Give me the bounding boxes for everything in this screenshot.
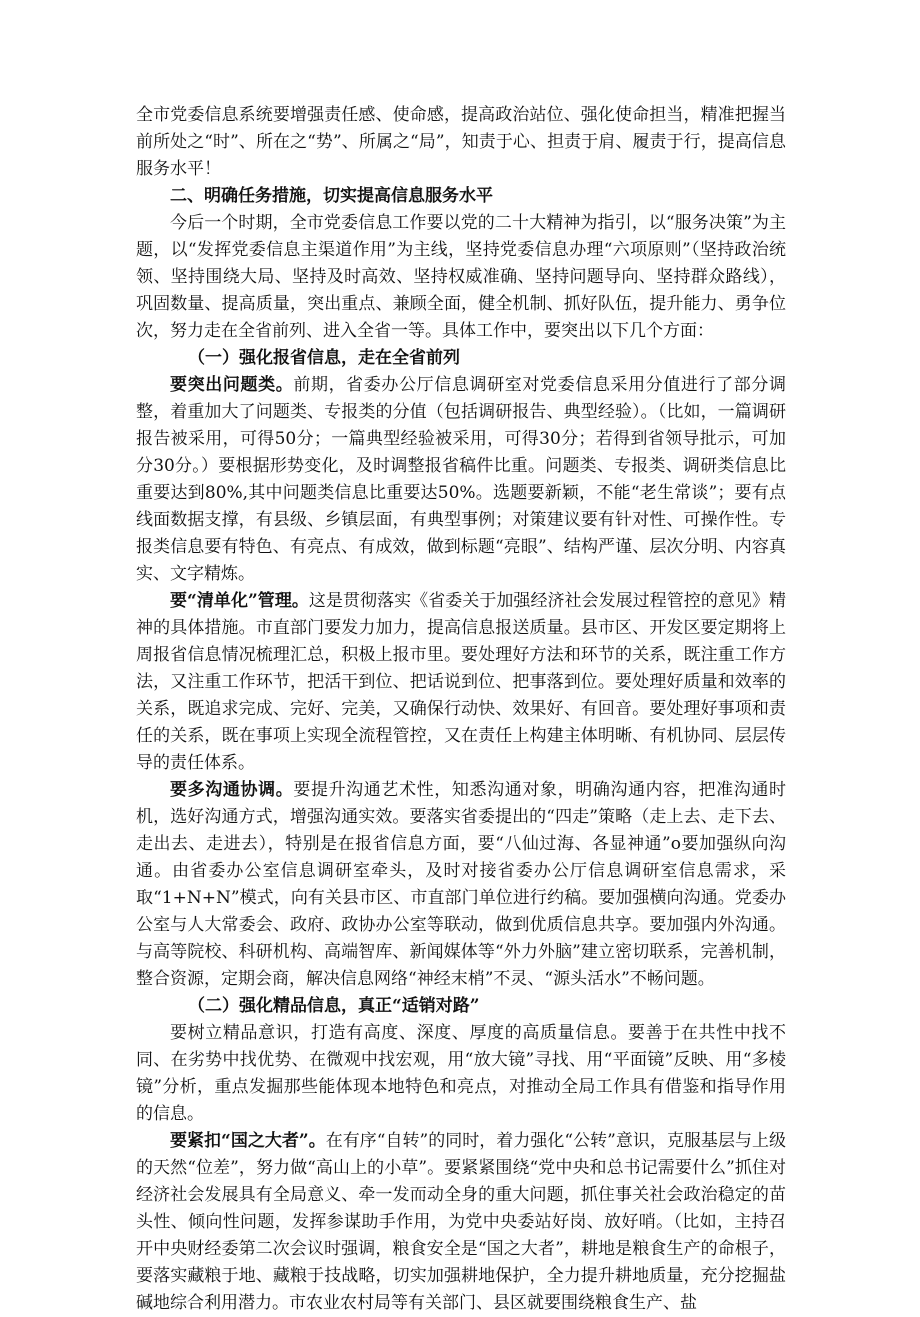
paragraph-body: 要提升沟通艺术性，知悉沟通对象，明确沟通内容，把准沟通时机，选好沟通方式，增强沟通实效。要落实省委提出的“四走”策略（走上去、走下去、走出去、走进去），特别是在报省信息方面，要“八仙过海、各显神通”o要加强纵向沟通。由省委办公室信息调研室牵头，及时对接省委办公厅信息调研室信息需求，采取“1+N+N”模式，向有关县市区、市直部门单位进行约稿。要加强横向沟通。党委办公室与人大常委会、政府、政协办公室等联动，做到优质信息共享。要加强内外沟通。与高等院校、科研机构、高端智库、新闻媒体等“外力外脑”建立密切联系，完善机制，整合资源，定期会商，解决信息网络“神经末梢”不灵、“源头活水”不畅问题。	[136, 780, 787, 989]
paragraph-body: 在有序“自转”的同时，着力强化“公转”意识，克服基层与上级的天然“位差”，努力做“高山上的小草”。要紧紧围绕“党中央和总书记需要什么”抓住对经济社会发展具有全局意义、牵一发而动全身的重大问题，抓住事关社会政治稳定的苗头性、倾向性问题，发挥参谋助手作用，为党中央委站好岗、放好哨。（比如，主持召开中央财经委第二次会议时强调，粮食安全是“国之大者”，耕地是粮食生产的命根子，要落实藏粮于地、藏粮于技战略，切实加强耕地保护，全力提升耕地质量，充分挖掘盐碱地综合利用潜力。市农业农村局等有关部门、县区就要围绕粮食生产、盐	[136, 1131, 786, 1313]
paragraph-overview: 今后一个时期，全市党委信息工作要以党的二十大精神为指引，以“服务决策”为主题，以“发挥党委信息主渠道作用”为主线，坚持党委信息办理“六项原则”（坚持政治统领、坚持围绕大局、坚持及时高效、坚持权威准确、坚持问题导向、坚持群众路线），巩固数量、提高质量，突出重点、兼顾全面，健全机制、抓好队伍，提升能力、勇争位次，努力走在全省前列、进入全省一等。具体工作中，要突出以下几个方面：	[136, 213, 786, 341]
paragraph-quality: 要树立精品意识，打造有高度、深度、厚度的高质量信息。要善于在共性中找不同、在劣势中找优势、在微观中找宏观，用“放大镜”寻找、用“平面镜”反映、用“多棱镜”分析，重点发掘那些能体现本地特色和亮点，对推动全局工作具有借鉴和指导作用的信息。	[136, 1023, 786, 1124]
paragraph-checklist	[136, 588, 786, 777]
paragraph-lead: 要突出问题类。	[170, 375, 294, 395]
paragraph-problem-type	[136, 372, 786, 588]
subsection-heading-2: （二）强化精品信息，真正“适销对路”	[188, 996, 480, 1016]
document-page	[136, 102, 786, 1317]
paragraph-body: 前期，省委办公厅信息调研室对党委信息采用分值进行了部分调整，着重加大了问题类、专报类的分值（包括调研报告、典型经验）。（比如，一篇调研报告被采用，可得50分；一篇典型经验被采用，可得30分；若得到省领导批示，可加分30分。）要根据形势变化，及时调整报省稿件比重。问题类、专报类、调研类信息比重要达到80%,其中问题类信息比重要达50%。选题要新颖，不能“老生常谈”；要有点线面数据支撑，有县级、乡镇层面，有典型事例；对策建议要有针对性、可操作性。专报类信息要有特色、有亮点、有成效，做到标题“亮眼”、结构严谨、层次分明、内容真实、文字精炼。	[136, 375, 787, 584]
paragraph-body: 这是贯彻落实《省委关于加强经济社会发展过程管控的意见》精神的具体措施。市直部门要发力加力，提高信息报送质量。县市区、开发区要定期将上周报省信息情况梳理汇总，积极上报市里。要处理好方法和环节的关系，既注重工作方法，又注重工作环节，把活干到位、把话说到位、把事落到位。要处理好质量和效率的关系，既追求完成、完好、完美，又确保行动快、效果好、有回音。要处理好事项和责任的关系，既在事项上实现全流程管控，又在责任上构建主体明晰、有机协同、层层传导的责任体系。	[136, 591, 786, 773]
section-heading-2: 二、明确任务措施，切实提高信息服务水平	[170, 186, 493, 206]
paragraph-lead: 要“清单化”管理。	[170, 591, 309, 611]
paragraph-lead: 要紧扣“国之大者”。	[170, 1131, 326, 1151]
paragraph-communication	[136, 777, 786, 993]
subsection-heading-1: （一）强化报省信息，走在全省前列	[188, 348, 460, 368]
paragraph-national-priorities	[136, 1128, 786, 1317]
paragraph-lead: 要多沟通协调。	[170, 780, 294, 800]
paragraph-intro: 全市党委信息系统要增强责任感、使命感，提高政治站位、强化使命担当，精准把握当前所处之“时”、所在之“势”、所属之“局”，知责于心、担责于肩、履责于行，提高信息服务水平！	[136, 105, 786, 179]
